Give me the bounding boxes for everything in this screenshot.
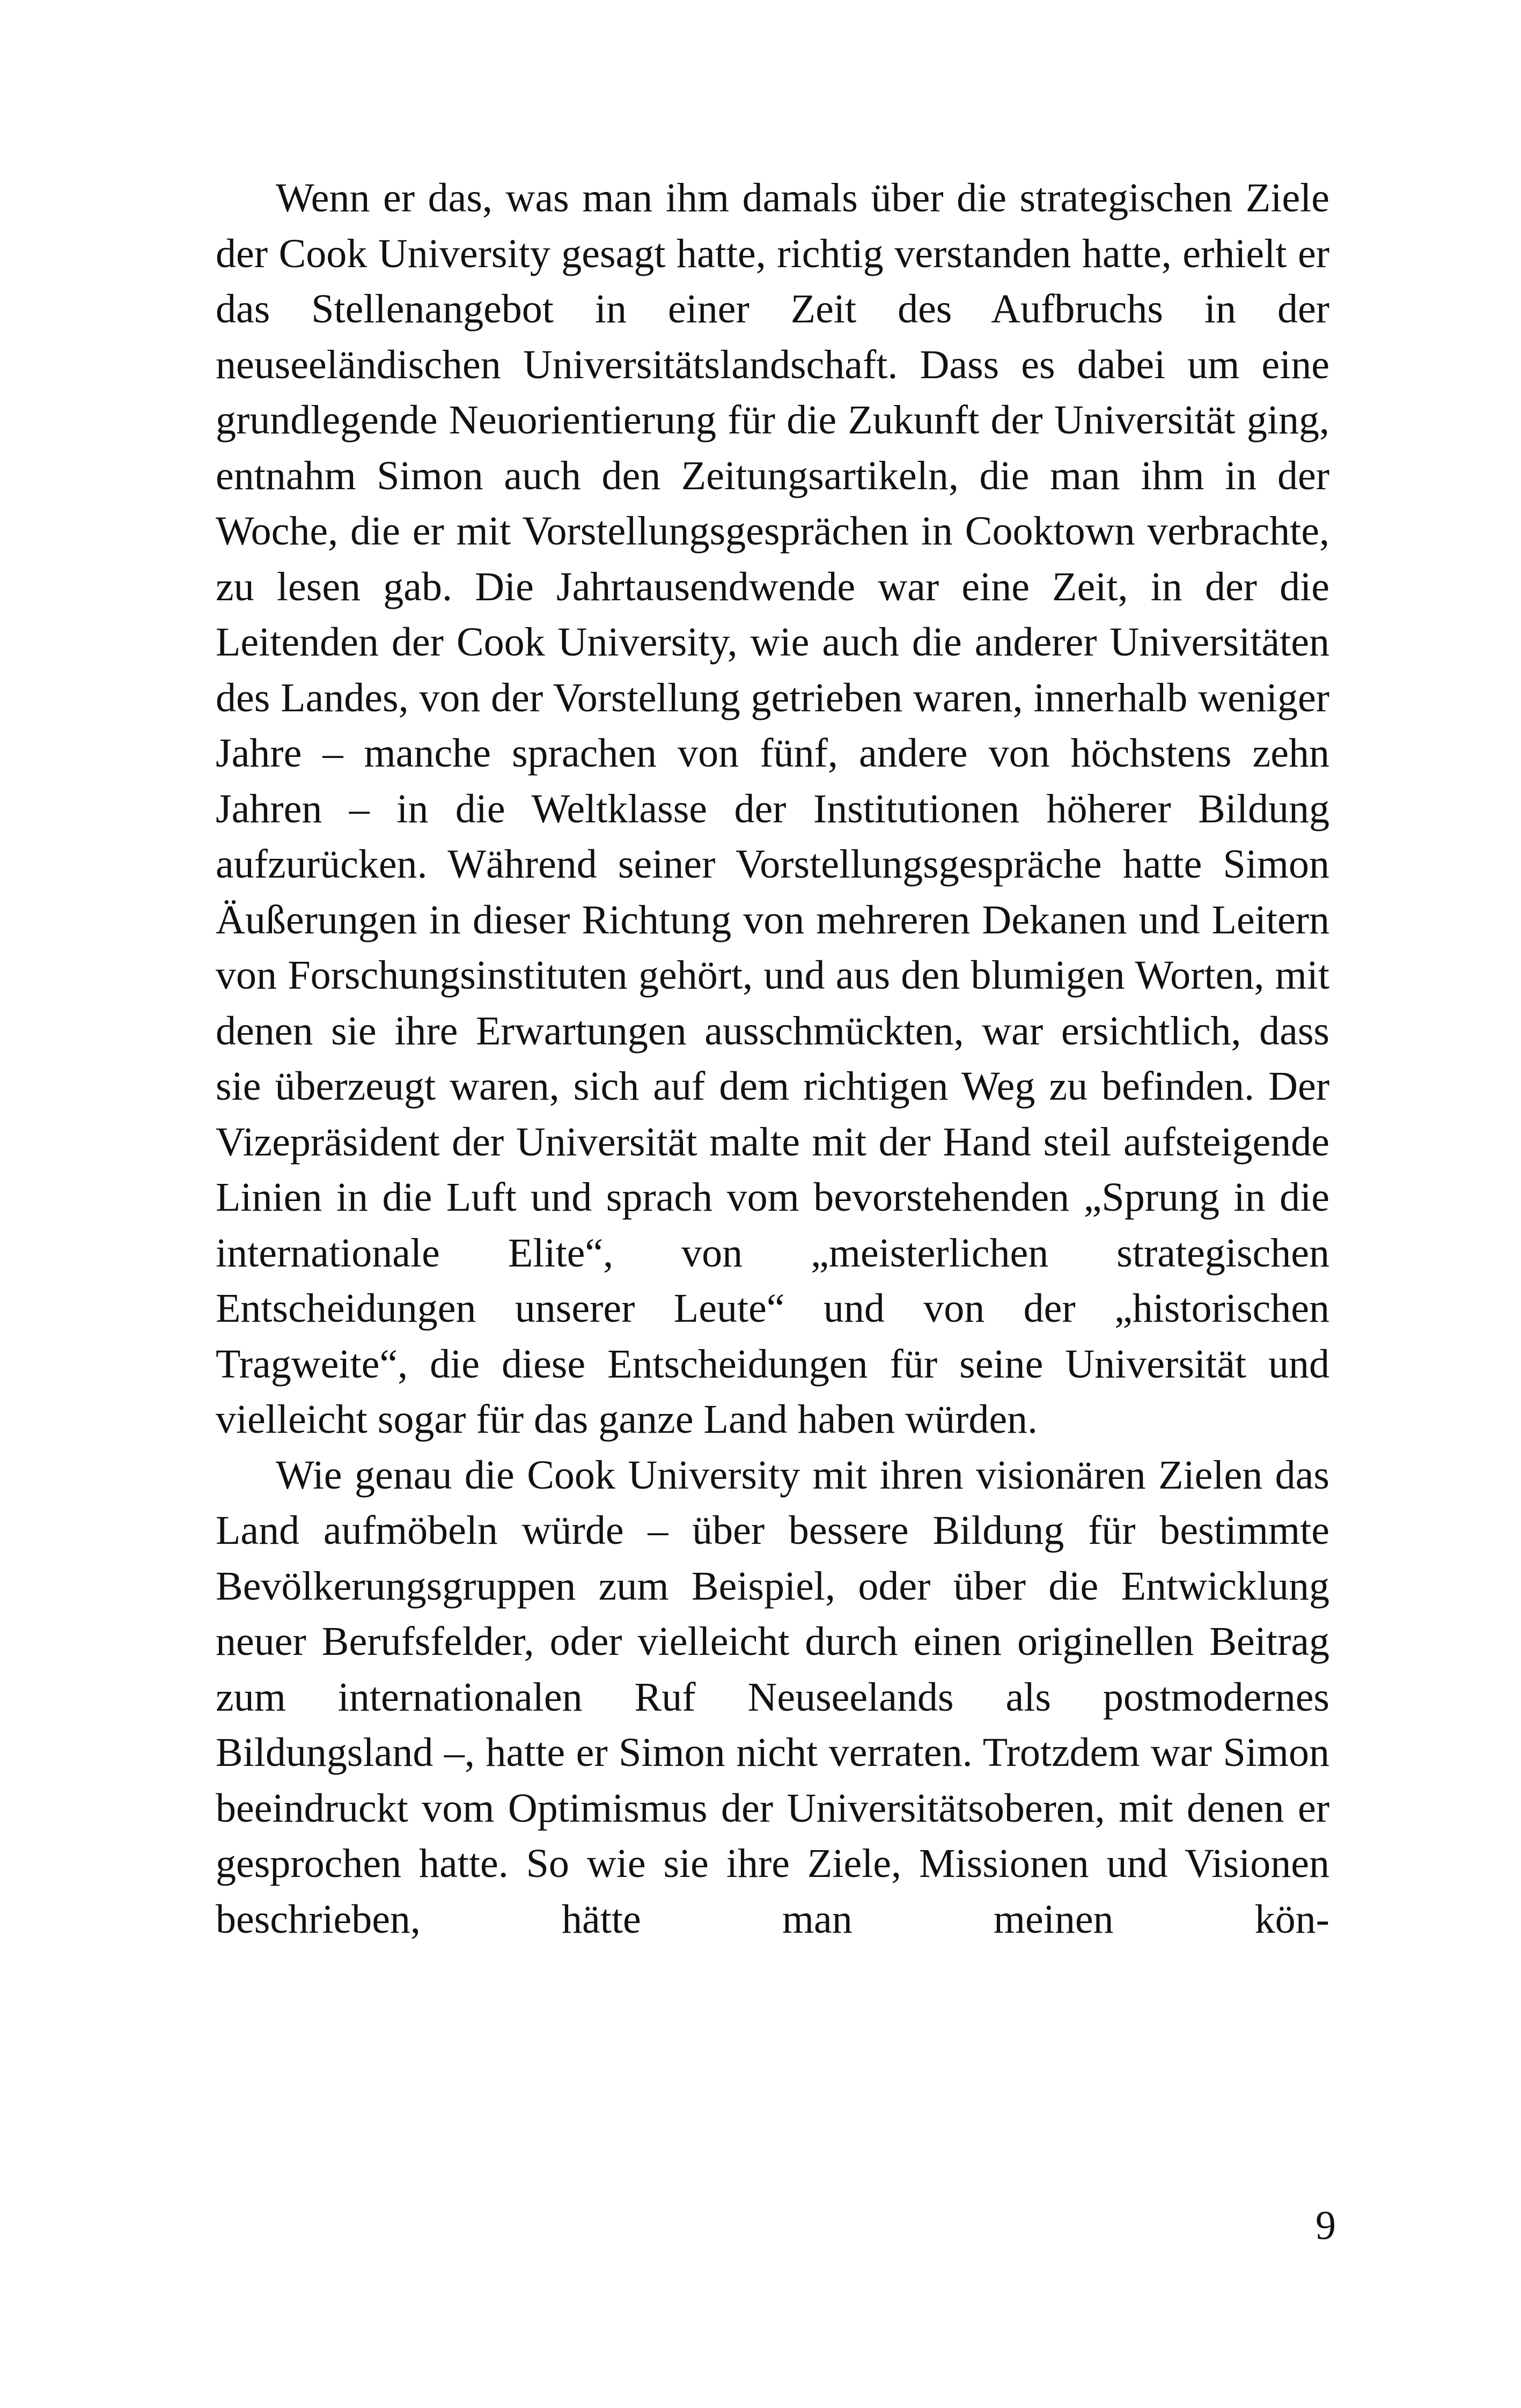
paragraph-1: Wenn er das, was man ihm damals über die strategischen Ziele der Cook University gesagt hatte, richtig verstanden hatte, erhielt er das Stellenangebot in einer Zeit des Aufbruchs in der neuseeländischen Universitätslandschaft. Dass es dabei um eine grundlegende Neuorientierung für die Zukunft der Universität ging, entnahm Simon auch den Zeitungsartikeln, die man ihm in der Woche, die er mit Vorstellungsgesprächen in Cooktown verbrachte, zu lesen gab. Die Jahrtausendwende war eine Zeit, in der die Leitenden der Cook University, wie auch die anderer Universitäten des Landes, von der Vorstellung getrieben waren, innerhalb weniger Jahre – manche sprachen von fünf, andere von höchstens zehn Jahren – in die Weltklasse der Institutionen höherer Bildung aufzurücken. Während seiner Vorstellungsgespräche hatte Simon Äußerungen in dieser Richtung von mehreren Dekanen und Leitern von Forschungsinstituten gehört, und aus den blumigen Worten, mit denen sie ihre Erwartungen ausschmückten, war ersichtlich, dass sie überzeugt waren, sich auf dem richtigen Weg zu befinden. Der Vizepräsident der Universität malte mit der Hand steil aufsteigende Linien in die Luft und sprach vom bevorstehenden „Sprung in die internationale Elite“, von „meisterlichen strategischen Entscheidungen unserer Leute“ und von der „historischen Tragweite“, die diese Entscheidungen für seine Universität und vielleicht sogar für das ganze Land haben würden. xyxy=(216,175,1329,1442)
page-number: 9 xyxy=(1316,2203,1336,2248)
paragraph-2: Wie genau die Cook University mit ihren visionären Zielen das Land aufmöbeln würde – über bessere Bildung für bestimmte Bevölkerungsgruppen zum Beispiel, oder über die Entwicklung neuer Berufsfelder, oder vielleicht durch einen originellen Beitrag zum internationalen Ruf Neuseelands als postmodernes Bildungsland –, hatte er Simon nicht verraten. Trotzdem war Simon beeindruckt vom Optimismus der Universitätsoberen, mit denen er gesprochen hatte. So wie sie ihre Ziele, Missionen und Visionen beschrieben, hätte man meinen kön- xyxy=(216,1452,1329,1942)
body-text xyxy=(216,171,1329,1947)
